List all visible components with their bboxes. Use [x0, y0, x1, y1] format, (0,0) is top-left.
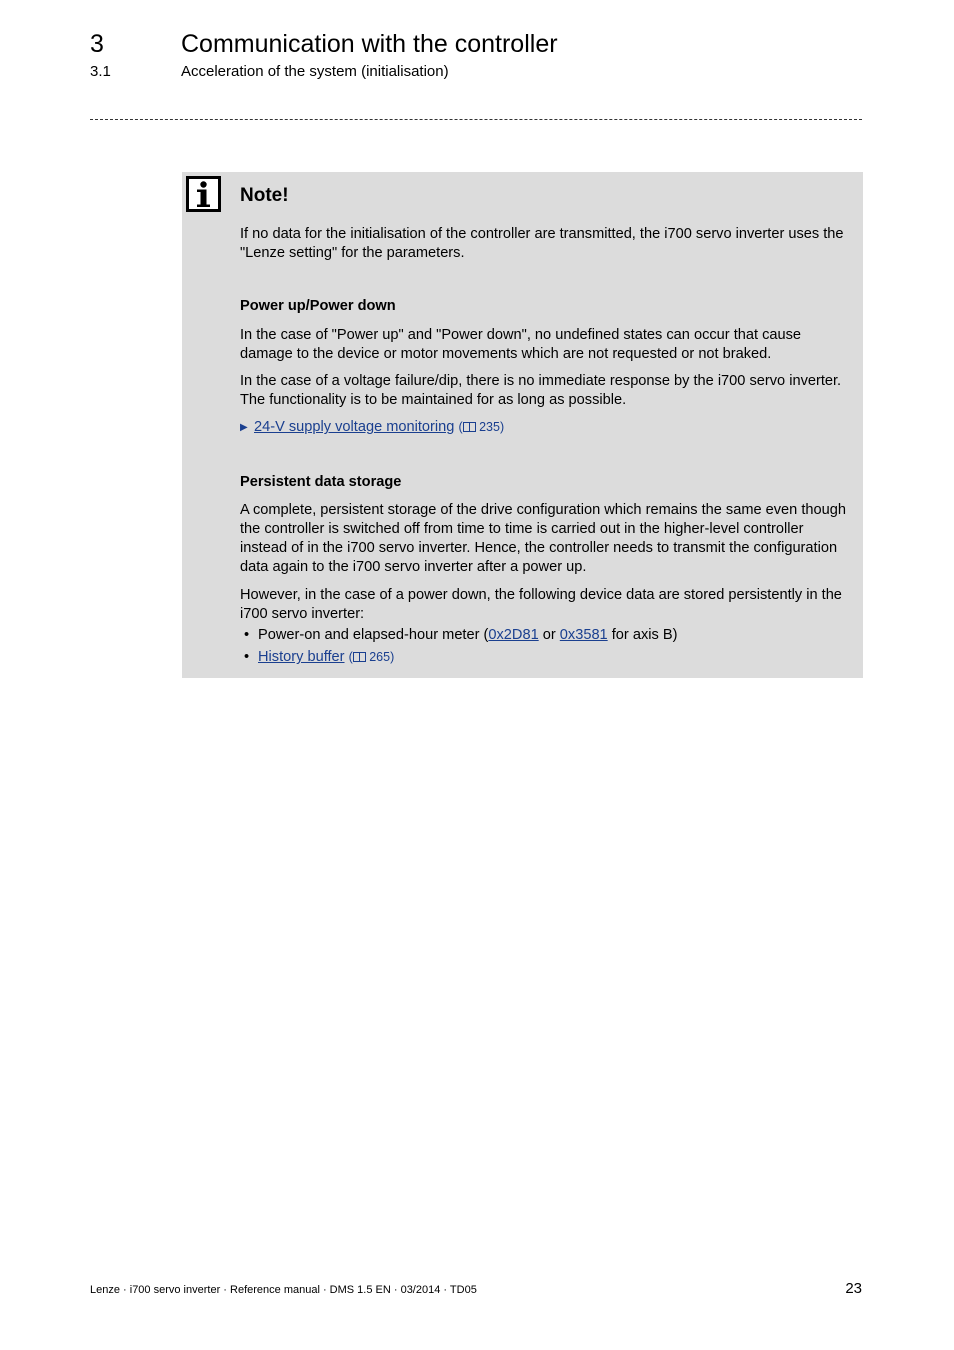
list-item — [240, 648, 848, 667]
book-icon — [353, 652, 366, 662]
power-heading: Power up/Power down — [240, 298, 396, 315]
power-paragraph-1: In the case of "Power up" and "Power down", no undefined states can occur that cause damage to the device or motor movements which are not requested or not braked. — [240, 326, 802, 362]
bullet-icon: • — [244, 627, 250, 644]
page-number: 23 — [845, 1280, 862, 1297]
list-item: • Power-on and elapsed-hour meter (0x2D81 or 0x3581 for axis B) — [240, 626, 848, 645]
info-icon — [186, 176, 221, 212]
history-buffer-link[interactable]: History buffer — [258, 649, 345, 666]
parameter-link-0x3581[interactable]: 0x3581 — [559, 627, 608, 644]
chapter-title: Communication with the controller — [181, 30, 558, 58]
note-intro: If no data for the initialisation of the controller are transmitted, the i700 servo inverter uses the "Lenze setting" for the parameters. — [240, 226, 844, 262]
storage-paragraph-1: A complete, persistent storage of the drive configuration which remains the same even though the controller is switched off from time to time is carried out in the higher-level controller instead of in the i700 servo inverter. Hence, the controller needs to transmit the configuration data again to the i700 servo inverter after a power up. — [240, 501, 846, 576]
triangle-right-icon: ▶ — [240, 422, 248, 434]
footer-text: Lenze · i700 servo inverter · Reference manual · DMS 1.5 EN · 03/2014 · TD05 — [90, 1284, 477, 1296]
supply-monitoring-link[interactable]: 24-V supply voltage monitoring — [254, 419, 455, 436]
storage-heading: Persistent data storage — [240, 473, 402, 490]
bullet-icon: • — [244, 649, 250, 666]
chapter-number: 3 — [90, 30, 104, 58]
header-divider — [90, 119, 862, 120]
section-title: Acceleration of the system (initialisation) — [181, 63, 449, 80]
storage-paragraph-2: However, in the case of a power down, the following device data are stored persistently in the i700 servo inverter: — [240, 586, 842, 622]
parameter-link-0x2d81[interactable]: 0x2D81 — [488, 627, 539, 644]
note-body — [240, 225, 848, 670]
note-title: Note! — [240, 185, 289, 206]
note-box — [182, 172, 863, 678]
stored-data-list — [240, 626, 848, 667]
book-icon — [463, 422, 476, 432]
page-reference[interactable]: ( 265) — [348, 650, 395, 665]
power-cross-reference — [240, 418, 848, 437]
page-reference[interactable]: ( 235) — [458, 420, 505, 435]
power-paragraph-2: In the case of a voltage failure/dip, there is no immediate response by the i700 servo inverter. The functionality is to be maintained for as long as possible. — [240, 373, 842, 409]
section-number: 3.1 — [90, 63, 111, 80]
